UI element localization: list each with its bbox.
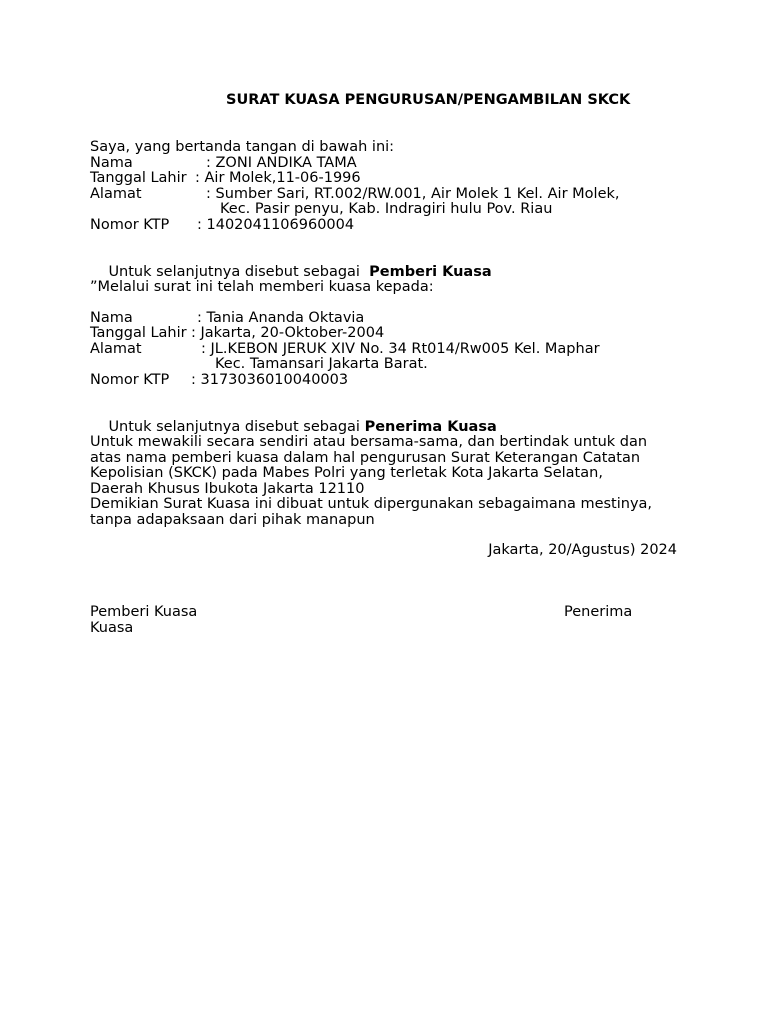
giver-address-value-line2: Kec. Pasir penyu, Kab. Indragiri hulu Pov. Riau bbox=[220, 201, 553, 217]
body-line: Demikian Surat Kuasa ini dibuat untuk dipergunakan sebagaimana mestinya, bbox=[90, 496, 653, 512]
receiver-name-label: Nama bbox=[90, 310, 133, 326]
giver-ktp-value: : 1402041106960004 bbox=[197, 217, 355, 233]
receiver-designation-prefix: Untuk selanjutnya disebut sebagai bbox=[108, 418, 360, 435]
body-line: Daerah Khusus Ibukota Jakarta 12110 bbox=[90, 481, 365, 497]
giver-name-value: : ZONI ANDIKA TAMA bbox=[206, 155, 357, 171]
receiver-ktp-value: : 3173036010040003 bbox=[191, 372, 349, 388]
body-line: Kepolisian (SKCK) pada Mabes Polri yang terletak Kota Jakarta Selatan, bbox=[90, 465, 603, 481]
receiver-name-value: : Tania Ananda Oktavia bbox=[197, 310, 365, 326]
giver-designation-prefix: Untuk selanjutnya disebut sebagai bbox=[108, 263, 360, 280]
giver-name-label: Nama bbox=[90, 155, 133, 171]
body-line: Untuk mewakili secara sendiri atau bersama-sama, dan bertindak untuk dan bbox=[90, 434, 648, 450]
giver-ktp-label: Nomor KTP bbox=[90, 217, 170, 233]
giver-designation: Pemberi Kuasa bbox=[369, 263, 492, 280]
signature-receiver-label-wrap: Kuasa bbox=[90, 620, 134, 636]
signature-giver-label: Pemberi Kuasa bbox=[90, 604, 198, 620]
giver-address-value-line1: : Sumber Sari, RT.002/RW.001, Air Molek 1 Kel. Air Molek, bbox=[206, 186, 620, 202]
giver-birth-label: Tanggal Lahir bbox=[90, 170, 187, 186]
body-line: atas nama pemberi kuasa dalam hal pengurusan Surat Keterangan Catatan bbox=[90, 450, 641, 466]
intro-text: Saya, yang bertanda tangan di bawah ini: bbox=[90, 139, 395, 155]
receiver-address-label: Alamat bbox=[90, 341, 142, 357]
receiver-birth-label: Tanggal Lahir bbox=[90, 325, 187, 341]
receiver-ktp-label: Nomor KTP bbox=[90, 372, 170, 388]
signature-receiver-label: Penerima bbox=[564, 604, 633, 620]
receiver-designation: Penerima Kuasa bbox=[364, 418, 497, 435]
grant-statement: ”Melalui surat ini telah memberi kuasa kepada: bbox=[90, 279, 434, 295]
receiver-address-value-line1: : JL.KEBON JERUK XIV No. 34 Rt014/Rw005 Kel. Maphar bbox=[201, 341, 600, 357]
document-title: SURAT KUASA PENGURUSAN/PENGAMBILAN SKCK bbox=[226, 92, 631, 108]
place-date: Jakarta, 20/Agustus) 2024 bbox=[488, 542, 677, 558]
receiver-address-value-line2: Kec. Tamansari Jakarta Barat. bbox=[215, 356, 428, 372]
giver-address-label: Alamat bbox=[90, 186, 142, 202]
body-line: tanpa adapaksaan dari pihak manapun bbox=[90, 512, 375, 528]
giver-birth-value: : Air Molek,11-06-1996 bbox=[195, 170, 361, 186]
receiver-birth-value: : Jakarta, 20-Oktober-2004 bbox=[191, 325, 385, 341]
